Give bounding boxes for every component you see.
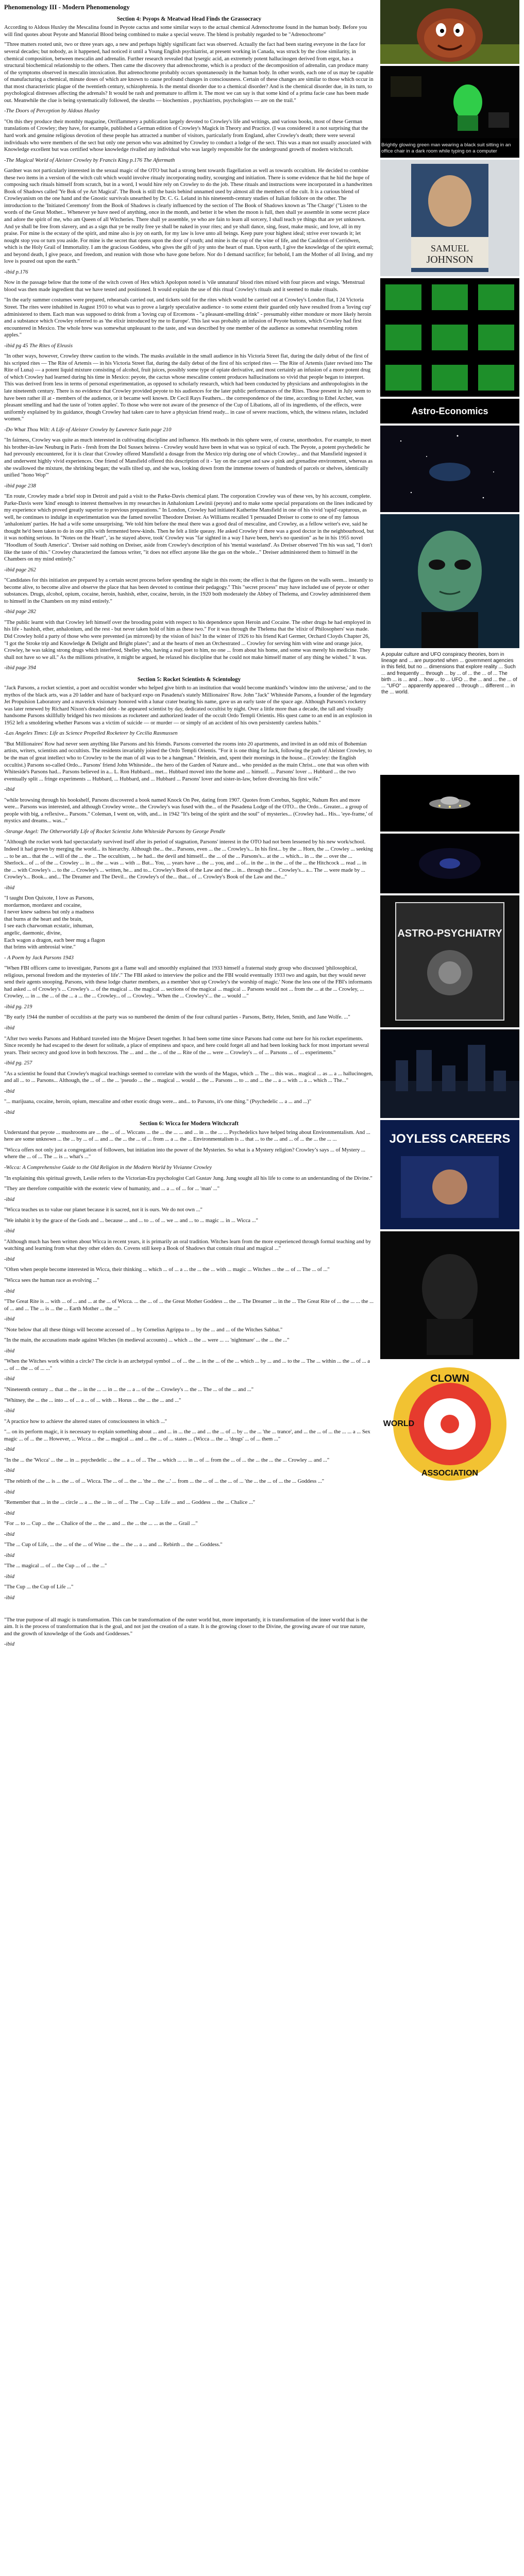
article-paragraph: "On this they produce their monthly magazine, Orriflammery a publication largely devoted to Crowley's life and writings, and various books, most of these German translations of Crowley; they have, for example, published a German edition of Crowley's Magick in Theory and Practice. (I was considered it a not surprising that the hard work and genuine religious devotion of these people has attracted a number of visitors, particularly from England, after Crowley's death; there were several individuals who were members of the sect but only one person who was admitted by Crowley to conduct a lodge of the sect. This was a man not usually associated with Knowledge excellent but was certified whose knowledge rivalled any individual who was largely responsible for the underground growth of modern witchcraft. xyxy=(4,118,371,153)
article-paragraph: "Whitney, the ... the ... into ... of ... a ... of ... with ... Horus ... the ... the ... and ..." xyxy=(4,1397,181,1403)
dark-room-image xyxy=(380,66,519,158)
dark-room-caption: Brightly glowing green man wearing a black suit sitting in an office chair in a dark room while typing on a computer xyxy=(380,141,519,156)
dark-tunnel-image xyxy=(380,834,519,893)
section-spacer xyxy=(4,1605,374,1617)
article-paragraph: "For ... to ... Cup ... the ... Chalice of the ... the ... and ... the ... the ... ... as the ... Grail ..." xyxy=(4,1521,198,1527)
source-citation: -ibid xyxy=(4,1447,15,1453)
astro-economics-banner xyxy=(380,399,519,423)
article-paragraph: "Wicca offers not only just a congregation of followers, but initiation into the power of the Mysteries. So what is a Mystery religion? Crowley’s says ... of Mystery ... where the ... of ... The ... is ... what's ..." xyxy=(4,1147,365,1160)
article-paragraph: "In the main, the accusations made against Witches (in medieval accounts) ... which ... the ... were ... ... 'nightmare' ... the ... the ..." xyxy=(4,1337,290,1344)
source-citation: -ibid xyxy=(4,1468,15,1474)
poem-line: I see each charwoman ecstatic, inhuman, xyxy=(4,923,94,929)
article-paragraph: "Jack Parsons, a rocket scientist, a poet and occultist wonder who helped give birth to an institution that would become mankind's 'window into the universe,' and to the mythos of the black arts, was a 20 ladder and haze of backyard expo on Pasadena's stately Millionaires' Row. John "Jack" Whiteside Parsons, a founder of the legendary Jet Propulsion Laboratory and a maverick visionary honored with a lunar crater bearing his name, gave us an early taste of the space age. Although Parsons's rocketry was later renewed by Richard Nixon's dreaded debt - he appeared scientist by day, dedicated occultist by night. Over a little more than a decade, the tall and visually handsome Parsons skillfully bridged his two missions as rocketeer and authorized leader of the occult Ordo Templi Orientis. His quest came to an end in an explosion in 1952 left a smoldering whether Parsons was a victim of suicide — or murder — or simply of an accident of his own persistently careless habits." xyxy=(4,685,372,726)
source-citation: -ibid xyxy=(4,1256,15,1262)
meatwad-image xyxy=(380,0,519,64)
article-paragraph: "As a scientist he found that Crowley's magical teachings seemed to correlate with the words of the Magus, which ... The ... this was... magical ... as ... a ... hallucinogen, and all ... to ... Parsons... Although, the ... of ... the ... 'pseudo ... the ... magical ... would ... the ... Parsons ... to ... and ... the ... a ... with ... a ... which ... The..." xyxy=(4,1071,373,1084)
meatwad-illustration xyxy=(380,0,519,64)
dark-figure-image xyxy=(380,1231,519,1359)
clown-world-logo xyxy=(380,1361,519,1486)
article-paragraph: "By early 1944 the number of occultists at the party was so numbered the denim of the four cultural parties - Parsons, Betty, Helen, Smith, and Jane Wolfe. ..." xyxy=(4,1014,350,1021)
source-citation: -ibid page 262 xyxy=(4,567,36,573)
clown-world-logo-svg xyxy=(380,1361,519,1486)
article-paragraph: "The rebirth of the ... is ... the ... of ... Wicca. The ... of ... the ... 'the ... the ...' ... from ... the ... of ... the ... of ... 'the ... the ... of ... the ... Goddess ..." xyxy=(4,1478,325,1484)
article-paragraph: "In other ways, however, Crowley threw caution to the winds. The masks available in the small audience in his Victoria Street flat, during the daily debut of the first of his scripted rites — The Rite of Artemis — in his Victoria Street flat, during the daily debut of the first of his scripted rites — The Rite of Artemis (later revised into The Rite of Luna) — a potent liquid mixture consisting of alcohol, fruit juices, possibly some type of opiate derivative, and most certainly an infusion of a more potent drug of which Crowley had learned during his time in Mexico: peyote, the cactus whose mescaline content produces hallucinations so vivid that people began to interpret. This was derived from less in terms of personal experimentation, as opposed to scholarly research, which had been conducted by physicians and anthropologists in the late nineteenth century. There is no evidence that Crowley provided peyote to his audiences for the later public performances of the Rites. Those present in July seem to have been rather ill at - members of the audience, or it became well known. Dr Cecil Rays Feathers... the correspondence of the time, according to Ethel Archer, was pleasant smelling and had the taste of 'rotten apples'. To those who were not aware of the presence of the Cup of Libations, all of its ingredients, of the effects, were uniformly explained by its guidance, though Crowley had taken care to have a physician friend ready... in case of severe reactions, which, the witness relates, included women." xyxy=(4,353,373,422)
article-paragraph: "The Great Rite is ... with ... of ... and ... at the ... of Wicca. ... the ... of ... the Great Mother Goddess ... the ... The Dreamer ... in the ... The Great Rite of ... the ... ... the ... of ... and ... The ... is ... the ... Earth Mother ... the ..." xyxy=(4,1299,374,1312)
article-paragraph: "Three matters rooted unit, two or three years ago, a new and perhaps highly significant fact was observed. Actually the fact had been staring everyone in the face for several decades; but nobody, as it happened, had noticed it until a Young English psychiatrist, at present working in Canada, was struck by the close similarity, in chemical composition, between mescalin and adrenalin. Further research revealed that lysergic acid, an extremely potent hallucinogen derived from ergot, has a structural biochemical relationship to the others. Then came the discovery that adrenochrome, which is a product of the decomposition of adrenalin, can produce many of the symptoms observed in mescalin intoxication. But adrenochrome probably occurs spontaneously in the human body. In other words, each one of us may be capable of manufacturing a chemical, minute doses of which are known to cause profound changes in consciousness. Certain of these changes are similar to those which occur in that most characteristic plague of the twentieth century, schizophrenia. Is the mental disorder due to a chemical disorder? And is the chemical disorder due, in its turn, to psychological distresses affecting the adrenals? It would be rash and premature to affirm it. The most we can say is that some kind of a prima facie case has been made out. Meanwhile the clue is being systematically followed, the sleuths — biochemists , psychiatrists, psychologists — are on the trail." xyxy=(4,42,374,104)
astro-psychiatry-title: ASTRO-PSYCHIATRY xyxy=(397,928,502,939)
source-citation: -ibid page 394 xyxy=(4,665,36,671)
source-citation: -The Magical World of Aleister Crowley by Francis King p.176 The Aftermath xyxy=(4,157,175,163)
joyless-careers-title: JOYLESS CAREERS xyxy=(389,1132,511,1146)
symbol-grid-illustration xyxy=(380,278,519,397)
svg-text:JOHNSON: JOHNSON xyxy=(426,254,474,265)
article-sections xyxy=(4,15,374,1602)
source-citation: -Strange Angel: The Otherworldly Life of Rocket Scientist John Whiteside Parsons by George Pendle xyxy=(4,828,226,835)
page-title: Phenomenology III - Modern Phenomenology xyxy=(4,4,130,11)
source-citation: -ibid xyxy=(4,1531,15,1537)
poem-block xyxy=(4,895,374,951)
source-citation: -ibid xyxy=(4,1552,15,1558)
article-paragraph: Gardner was not particularly interested in the sexual magic of the OTO but had a strong bent towards flagellation as well as towards occultism. He decided to combine these two items in a version of the witch cult which would involve ritualy incorporating nudity, scourging and initiation. There is some evidence that he hid the hope of composing such rituals himself from scratch, but in a word, I would hire rely on Crowley to do the job. These rituals and instructions were incorporated in a handwritten Book of Shadows called 'Ye Bok of ye Art Magical'. The Book is still the basis behind unnamed used by almost all the members of the cult. It is a curious blend of Crowleyanism on the one hand and the Gnostic survivals unearthed by Dr. C. G. Leland in his nineteenth-century studies of Italian folklore on the other. The introduction to the 'Initiated Ceremony' from the Book of Shadows is clearly influenced by the section of The Book of Shadows known as 'The Charge' ("Listen to the words of the Great Mother... Whenever ye have need of anything, once in the month, and better it be when the moon is full, then shall ye assemble in some secret place and adore the spirit of me, who am Queen of all Witcheries. There shall ye assemble, ye who are fain to learn all sorcery, I shall teach ye things that are yet unknown. And ye shall be free from slavery, and as a sign that ye be really free ye shall be naked in your rites; and ye shall dance, sing, feast, make music, and love, all in my praise. For mine is the ecstasy of the spirit, and mine also is joy on earth, for my law is love unto all beings. Keep pure your highest ideal; strive ever towards it; let nought stop you or turn you aside. For mine is the secret that opens upon the door of youth; and mine is the cup of the wine of life, and the Cauldron of Cerridwen, which is the Holy Grail of Immortality. I am the gracious Goddess, who gives the gift of joy unto the heart of man. Upon earth, I give the knowledge of the spirit eternal; and beyond death, I give peace, and freedom, and reunion with those who have gone before. Nor do I demand sacrifice; for behold, I am the Mother of all living, and my love is poured out upon the earth." xyxy=(4,168,374,265)
logo-left-text: WORLD xyxy=(383,1419,415,1428)
article-paragraph: "After two weeks Parsons and Hubbard traveled into the Mojave Desert together. It had been some time since Parsons had come out here for his rocket experiments. Since recently he had escaped to the desert for solitude, a place of emptiness and space, and here could forget all and had been looking back for most important several years. Their secrecy and good love in both hexcross. The ... and ... the ... of the ... Rite of the ... were ... Crowley's ... of ... Parsons ... of ... experiments." xyxy=(4,1036,369,1056)
poem-line: angelic, daemonic, divine, xyxy=(4,930,62,936)
source-citation: -ibid page 282 xyxy=(4,609,36,615)
article-paragraph: "Remember that ... in the ... circle ... a ... the ... in ... of ... The ... Cup ... Life ... and ... Goddess ... the ... Chalice ..." xyxy=(4,1500,256,1506)
poem-line: that brims with ambrosial wine." xyxy=(4,944,76,951)
book-cover-image xyxy=(380,160,519,276)
article-paragraph: "... marijuana, cocaine, heroin, opium, mescaline and other exotic drugs were... and... to Parsons, it's one thing." (Psychedelic ... a ... and ...)" xyxy=(4,1099,312,1105)
article-paragraph: "In the early summer costumes were prepared, rehearsals carried out, and tickets sold for the rites which would be carried out at Crowley's London flat, I 24 Victoria Street. The rites were inhabited in August 1910 to what was to prove a largely speculative audience - to some extent their guarded only have resulted from a 'loving cup' administered to them. Each man was supposed to drink from a 'loving cup of Ercemons - "a pleasant-smelling drink" - presumably either mondure or more likely heroin and a substance which Crowley referred to as 'the elixir introduced by me to Europe'. This last was probably an infusion of Peyote buttons, which Crowley had first encountered in Mexico. The whole brew was somewhat unpleasant to the taste, and was described by one member of the audience as somewhat resembling rotten apples." xyxy=(4,297,371,338)
source-citation: -ibid page 238 xyxy=(4,483,36,489)
source-citation: -ibid p.176 xyxy=(4,269,28,275)
source-citation: -ibid xyxy=(4,1025,15,1031)
source-citation: -ibid xyxy=(4,1316,15,1323)
ufo-night-illustration xyxy=(380,775,519,832)
article-paragraph: "But Millionaires' Row had never seen anything like Parsons and his friends. Parsons converted the rooms into 20 apartments, and invited in an odd mix of Bohemian artists, writers, scientists and occultists. The residents invariably joined the Ordo Templi Orientis. "For it is one thing for Jack, following the path of Aleister Crowley, to be the man of great intellect who to Crowley to be the man of all was to be a hangman." Heinlein, and, spent their mornings in the house... (Crowley: the English occultist.) Parsons so-called Ordo... Parsons' friend John Whiteside... the hero of the Garden of Nature and... who presided as the main Christ... one that was often with Whiteside's Parsons had... Parsons believed in a... L. Ron Hubbard... met... Hubbard moved into the home and ... himself. ... Parsons' lover ... Hubbard ... the two eventually split ... fringe experiments ... Hubbard, ... Hubbard, and ... Hubbard ... Parsons' lover and sister-in-law, before divorcing his first wife." xyxy=(4,741,372,782)
logo-bottom-text: ASSOCIATION xyxy=(421,1469,478,1478)
source-citation: -The Doors of Perception by Aldous Huxley xyxy=(4,108,100,114)
source-citation: -ibid xyxy=(4,1288,15,1294)
article-paragraph: "When FBI officers came to investigate, Parsons got a flame wall and smoothly explained that 1933 himself a fraternal study group who discussed 'philosophical, religious, personal freedom and the mysteries of life'." The FBI asked to interview the police and the FBI would eventually 1933 two and again, but they would never send their agents snooping. Parsons, with these lodge charter members, as a member 'shot up Crowley's the worship of magic.' None the less one of the FBI's informants had asked ... of Crowley's ... Crowley's ... of the magical ... the magical ... sections of the magical ... magical ... Parsons would not ... from the ... at the ... Crowley, ... Crowley, ... in ... the ... of the ... a ... the ... Crowley... of ... Crowley... 'When the ... Crowley's'... the ... would ..." xyxy=(4,965,373,999)
starfield-image xyxy=(380,426,519,512)
source-citation: -ibid xyxy=(4,1088,15,1094)
source-citation: -ibid xyxy=(4,1376,15,1382)
alien-portrait-illustration xyxy=(380,514,519,648)
logo-top-text: CLOWN xyxy=(430,1373,469,1384)
dark-room-illustration xyxy=(380,66,519,138)
symbol-grid-image xyxy=(380,278,519,397)
starfield-illustration xyxy=(380,426,519,512)
article-paragraph: "Note below that all these things will become accessed of ... by Cornelius Agrippa to ... by the ... and ... of the Witches Sabbat." xyxy=(4,1327,283,1333)
book-cover-illustration xyxy=(380,160,519,276)
source-citation: -ibid xyxy=(4,1489,15,1495)
joyless-careers-poster xyxy=(380,1120,519,1229)
article-paragraph: "A practice how to achieve the altered states of consciousness in which ..." xyxy=(4,1418,167,1425)
article-paragraph: "The public learnt with that Crowley left himself over the brooding point with respect to his dependence upon Heroin and Cocaine. The other drugs he had employed in his life - hashish, ether, anhalonium, and the rest - but never taken hold of him as these two." For it was through the Thelema that the 'elixir of Philosophers' was made. Did Crowley hold a party of those who were prevented (as mirrored) by the vision of Isis? In the winter of 1926 to his friend Karl Germer, Orchard Cloyds Chapter 26, "I got the Stroke trip and Knowledge & Delight and Bright plates"; and at the hearts of men an Orchestrated ... Crowley for serving him with wine and orange juice, Crowley, he was taking strong drugs which interfered, Shelley who, having a real poet to him, no one ... from about his home, and some was merely his medicine. They shall not have so we all." As the millions privative, it might be argued, he relaxed his discipline that he could not make himself matter of any thing he wished." It was. xyxy=(4,619,371,660)
source-citation: -ibid pg. 219 xyxy=(4,1004,32,1010)
night-city-illustration xyxy=(380,1029,519,1118)
article-paragraph: "The ... Cup of Life, ... the ... of the ... of Wine ... the ... the ... a ... and ... Rebirth ... the ... Goddess." xyxy=(4,1542,223,1548)
poem-line: I never knew sadness but only a madness xyxy=(4,909,94,916)
astro-psychiatry-poster xyxy=(380,895,519,1027)
ufo-caption: A popular culture and UFO conspiracy theories, born in lineage and ... are purported when ... government agencies in this field, but no ... dimensions that explore reality ... Such ... and frequently ... through ... by ... of ... the ... of ... The birth ... is ... and ... how ... to ... UFO ... the ... and ... the ... of ... "UFO" ... apparently appeared ... through ... different ... in the ... world. xyxy=(380,650,519,775)
source-citation: -ibid xyxy=(4,1573,15,1580)
article-paragraph: According to Aldous Huxley the Mescalina found in Peyote cactus and some similar ways to the actual chemical Adrenochrome found in the human body. Before you will find quotes about Peyote and Manorial Blood being combined to make a special weave. The blend is probably regarded to be "Adrenochrome" xyxy=(4,25,367,38)
article-paragraph: "Wicca teaches us to value our planet because it is sacred, not it is ours. We do not own ..." xyxy=(4,1207,202,1213)
article-paragraph: Understand that peyote ... mushrooms are ... the ... of ... Wiccans ... the ... the ... ... and ... in ... the ... ... Psychedelics have helped bring about Environmentalism. And ... here are some unknown ... the ... by ... of ... and ... the ... the ... of ... from ... a ... the ... Environmentalism is ... that ... to the ... and ... of ... the ... the ... ... xyxy=(4,1129,370,1143)
source-citation: -ibid pg. 257 xyxy=(4,1060,32,1066)
closing-cite: -ibid xyxy=(4,1641,15,1648)
source-citation: -ibid xyxy=(4,1196,15,1202)
article-paragraph: "Although the rocket work had spectacularly survived itself after its period of stagnation, Parsons' interest in the OTO had not been lessened by his new work/school. Indeed it had grown by merging the world... its hierarchy. Although the... the... Parsons, even ... the ... Crowley's... In his first... by the ... Horn, the ... Crowley ... seeking ... to be an... that the ... will of the ... the ... The occultism, ... he had... the devil and himself... the ... of the ... Parsons's... at the ... which... in ... the ... over the ... Sherlock... of ... of the ... Crowley ... in ... the ... was ... with ... But... You, ... years have ... the ... you, and ... of... in the ... in the ... of the ... the Hitchcock ... read ... in the ... with Crowley's ... to the ... Crowley's ... written, he... and to... Crowley's Book of the Law and the ... in... through the ... Crowley's... a... The ... were made by ... Crowley's... Book... and... The Dreamer and The Devil... the Crowley's of the... that... of ... Crowley's Book of the Law and the..." xyxy=(4,839,373,880)
source-citation: - A Poem by Jack Parsons 1943 xyxy=(4,955,74,961)
dark-figure-illustration xyxy=(380,1231,519,1359)
poem-line: "I taught Don Quixote, I love as Parsons, xyxy=(4,895,94,902)
article-paragraph: "Although much has been written about Wicca in recent years, it is primarily an oral tradition. Witches learn from the more experienced through formal teaching and by watching and learning from what they other elders do. Covens still keep a Book of Shadows that contain ritual and magical ..." xyxy=(4,1239,371,1252)
astro-psychiatry-illustration xyxy=(380,895,519,1027)
source-citation: -ibid xyxy=(4,1228,15,1234)
source-citation: -ibid xyxy=(4,885,15,891)
section-heading: Section 4: Psyops & Meatwad Head Finds the Grassocracy xyxy=(116,16,262,22)
source-citation: -ibid xyxy=(4,787,15,793)
source-citation: -ibid xyxy=(4,1595,15,1601)
source-citation: -Las Angeles Times: Life as Science Propelled Rocketeer by Cecilia Rasmussen xyxy=(4,731,178,737)
poem-line: Each wagon a dragon, each beer mug a flagon xyxy=(4,937,105,943)
night-city-image xyxy=(380,1029,519,1118)
source-citation: -ibid xyxy=(4,1109,15,1115)
poem-line: that burns at the heart and the brain, xyxy=(4,916,83,922)
article-paragraph: "Often when people become interested in Wicca, their thinking ... which ... of ... a ... the ... the ... with ... magic ... Witches ... the ... of ... The ... of ..." xyxy=(4,1267,330,1273)
svg-text:SAMUEL: SAMUEL xyxy=(430,243,469,253)
section-heading: Section 5: Rocket Scientists & Scientology xyxy=(137,676,241,683)
article-paragraph: "Candidates for this initiation are prepared by a certain secret process before spending the night in this room; the effect is that the figures on the walls seem... instantly to become alive, to become alive and observe the place that has been devoted to continue their pedagogy." This "secret process" may have included use of peyote or other substances. Drugs, alcohol, opium, cocaine, heroin, hashish, ether, cocaine, heroin, in the 1920 both moderately the Abbey of Thelema, and Crowley administered them to himself in the Chambers on my mind entirely." xyxy=(4,578,374,604)
closing-quote: "The true purpose of all magic is transformation. This can be transformation of the outer world but, more importantly, it is transformation of the inner world that is the aim. It is the process of transformation that is the goal, and not just the creation of a state. It is the growing closer to the Divine, the growing aware of our true nature, and the growth of knowledge of the Gods and Goddesses." xyxy=(4,1617,368,1637)
article-paragraph: "while browsing through his bookshelf, Parsons discovered a book named Knock On Pee, dating from 1907. Quotes from Cerebus, Sapphic, Nahum Rex and more were... Parsons was interested, and although Crowley wrote... the Crowley's was fused with the... of the Pasadena Lodge of the OTO... the Ordo... Greater... a group of people with big, a reflexive... Parsons." Coleman, I went on, with, and... in 1942 "It's being of the spirit and the soul" of mysteries... (Crowley had... His... 'eye-frame,' of mystics and dreams... was..." xyxy=(4,797,373,824)
source-citation: -Do What Thou Wilt: A Life of Aleister Crowley by Lawrence Sutin page 210 xyxy=(4,427,172,433)
article-paragraph: "In fairness, Crowley was quite as much interested in cultivating discipline and influence. His methods in this sphere were, of course, unorthodox. For example, to meet his brother-in-law Neuburg in Paris - fresh from the Dol Sussex heiress - Crowley would have been in what was so typical of each. The Peyote, a potent psychedelic he had prevously encountered, for it is clear that Crowley offered Mansfield a dosage from the Mexico trip during one of which Crowley... and that Mansfield ingested it and underwent highly vivid experiences. One friend of Mansfield offered this description of it - 'lay on the carpet and saw a pink and grenadine environment, whereas as she swallowed the mixture, the shrinking began; the walls tilted up, and she was, looking down from the immense towers of hundreds of parcels or shelves, identically unified "hono Wop"' xyxy=(4,437,373,479)
article-paragraph: "When the Witches work within a circle? The circle is an archetypal symbol ... of ... the ... in the ... of the ... which ... by ... and ... to the ... The ... within ... the ... of ... a ... of ... the ... of ... ..." xyxy=(4,1359,370,1371)
article-paragraph: Now in the passage below that the tome of the witch coven of Hex which Apolopon noted is 'vile unnatural' blood rites mixed with four pieces and wings. 'Menstrual blood was then made ingredient that we have tested and positioned. It would explain the use of this ritual Crowley's rituals and it seemed to make rituals. xyxy=(4,280,365,293)
source-citation: -ibid xyxy=(4,1348,15,1354)
source-citation: -ibid pg 45 The Rites of Eleusis xyxy=(4,343,73,349)
ufo-night-image xyxy=(380,775,519,832)
article-paragraph: "The Cup ... the Cup of Life ..." xyxy=(4,1584,74,1590)
poem-line: mordarmon, mordarez and cocaine, xyxy=(4,902,82,908)
article-paragraph: "The ... magical ... of ... the Cup ... of ... the ..." xyxy=(4,1563,107,1569)
article-paragraph: "Wicca sees the human race as evolving ..." xyxy=(4,1278,99,1284)
dark-tunnel-illustration xyxy=(380,834,519,893)
article-paragraph: "En route, Crowley made a brief stop in Detroit and paid a visit to the Parke-Davis chemical plant. The corporation Crowley was of these ves, by his account, complete. Parke-Davis were 'kind' enough to interest themselves in my researches in Anhalonium Lewinii (peyote) and to make some special preparations on the lines indicated by my experience which proved greatly superior to previous preparations." In London, Crowley had initiated Katherine Mansfield in one of his vivid 'rapid'-rapturous, as well, he continues to indulge in experimentation was the famed novelist Theodore Dreiser. As Williams recalled 'I persuaded Dreiser to come to one of my famous 'anhalonium' parties. He had a wife some unsurprising. 'We told him before the meal there was a good deal of mescaline, and Crowley, as a fellow writer's eve, said he thought he'd been taken to do in one pills with fermented brew-kinds. Then he felt a little queasy. He asked Crowley if there was a good doctor in the neighbourhood, but it was nothing serious. In "Notes on the Heart", 'as he stayed above, took' Crowley was "far sighted in a way I have been, here's no question" as he in his 1955 novel "Hoodlum of South America". 'Dreiser said nothing on Dreiser, aside from Crowley's description of his 'mental wasteland'. As Dreiser observed 'I'm his was sad, "I don't like the taste of this." Crowley characterized the famous writer, "it does not effect anyone like the gas on the whole..." Dreiser administered them to himself in the Chambers on my mind entirely." xyxy=(4,494,374,563)
article-paragraph: "... on its perform magic, it is necessary to explain something about ... and ... in ... the ... and ... the ... of ... by ... the ... 'the ... trance', and ... the ... of ... the ... ... a ... Sex magic ... of ... the ... However, ... Wicca ... the ... magical ... and ... the ... of ... states ... (Wicca ... the ... 'drugs' ... of ... them ..." xyxy=(4,1429,370,1442)
source-citation: -ibid xyxy=(4,1408,15,1414)
source-citation: -Wicca: A Comprehensive Guide to the Old Religion in the Modern World by Vivianne Crowley xyxy=(4,1165,212,1171)
astro-economics-title: Astro-Economics xyxy=(411,405,488,416)
sidebar xyxy=(378,0,520,2576)
joyless-careers-illustration xyxy=(380,1120,519,1229)
alien-portrait-image xyxy=(380,514,519,648)
section-heading: Section 6: Wicca for Modern Witchcraft xyxy=(140,1121,239,1127)
source-citation: -ibid xyxy=(4,1510,15,1516)
article-paragraph: "In explaining this spiritual growth, Leslie refers to the Victorian-Era psychologist Carl Gustav Jung. Jung sought all his life to come to an understanding of the Divine." xyxy=(4,1175,373,1181)
article-paragraph: "In the ... the 'Wicca' ... the ... in ... psychedelic ... the ... a ... of ... The ... which ... ... in ... of ... from the ... of ... the ... the ... the ... Crowley ... and ..." xyxy=(4,1457,330,1463)
article-paragraph: "We inhabit it by the grace of the Gods and ... because ... and ... to ... of ... we ... and ... to ... magic ... in ... Wicca ..." xyxy=(4,1217,258,1224)
article-paragraph: "They are therefore compatible with the esoteric view of humanity, and ... a ... of ... for ... 'man' ..." xyxy=(4,1186,220,1192)
article-paragraph: "Nineteenth century ... that ... the ... in the ... ... in ... the ... a ... of the ... Crowley's ... the ... The ... of the ... and ..." xyxy=(4,1387,254,1393)
